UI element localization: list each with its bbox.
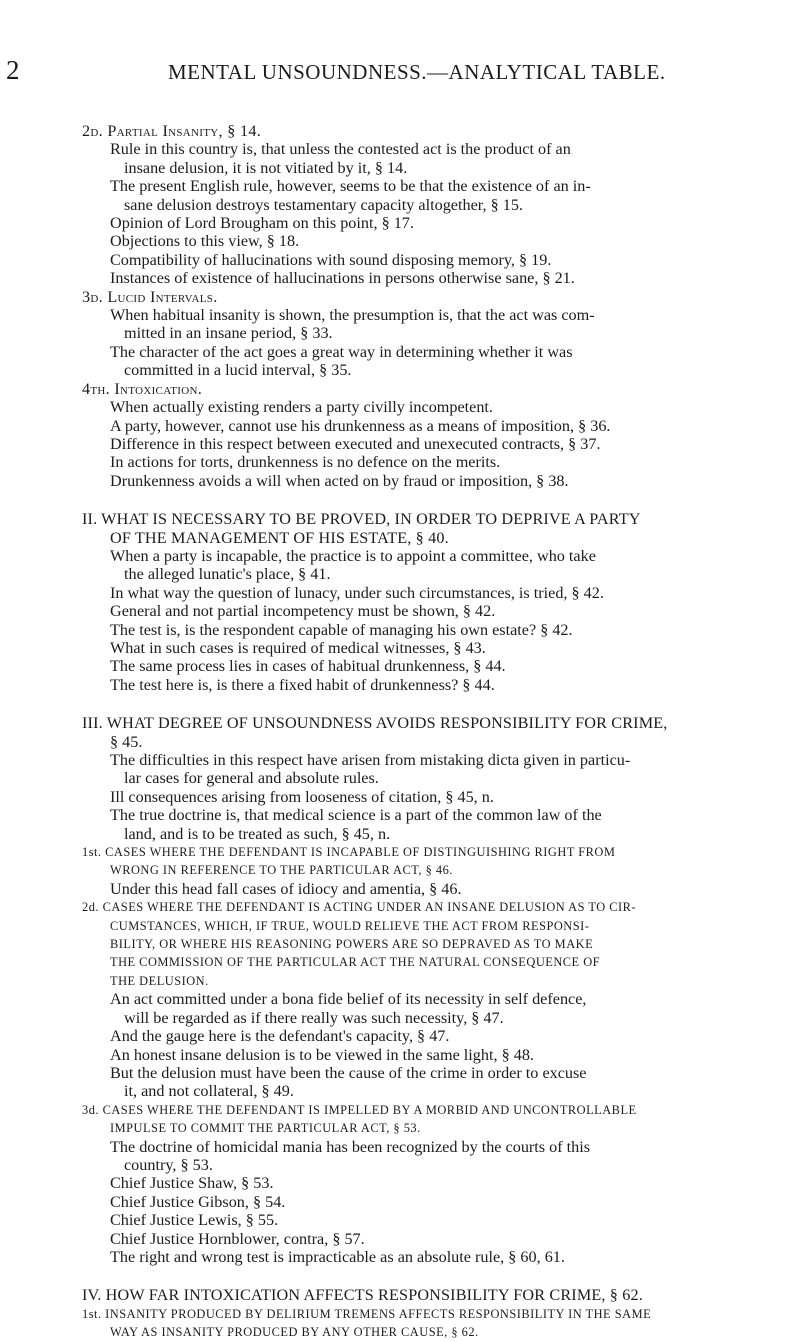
table-line: Chief Justice Shaw, § 53. <box>110 1174 274 1193</box>
table-line: Objections to this view, § 18. <box>110 232 300 251</box>
table-line: An honest insane delusion is to be viewed in the same light, § 48. <box>110 1045 534 1064</box>
table-line: The difficulties in this respect have arisen from mistaking dicta given in particu- <box>110 751 631 769</box>
table-line: But the delusion must have been the cause of the crime in order to excuse <box>110 1063 587 1082</box>
table-line: A party, however, cannot use his drunkenness as a means of imposition, § 36. <box>110 416 611 435</box>
table-line: Chief Justice Lewis, § 55. <box>110 1211 279 1230</box>
table-line: country, § 53. <box>124 1155 213 1174</box>
table-line: The character of the act goes a great way in determining whether it was <box>110 342 573 361</box>
table-line: land, and is to be treated as such, § 45, n. <box>124 824 391 843</box>
table-line: When a party is incapable, the practice is to appoint a committee, who take <box>110 546 596 565</box>
page-header <box>0 52 800 92</box>
table-line: 2d. CASES WHERE THE DEFENDANT IS ACTING UNDER AN INSANE DELUSION AS TO CIR- <box>82 900 637 915</box>
table-line: will be regarded as if there really was such necessity, § 47. <box>124 1008 504 1027</box>
table-line: WRONG IN REFERENCE TO THE PARTICULAR ACT, § 46. <box>110 863 453 878</box>
table-line: Chief Justice Gibson, § 54. <box>110 1192 286 1211</box>
table-line: insane delusion, it is not vitiated by it, § 14. <box>124 158 408 177</box>
table-line: lar cases for general and absolute rules. <box>124 769 379 788</box>
table-line: THE DELUSION. <box>110 973 209 988</box>
table-line: 3d. CASES WHERE THE DEFENDANT IS IMPELLED BY A MORBID AND UNCONTROLLABLE <box>82 1102 637 1117</box>
table-line: IV. HOW FAR INTOXICATION AFFECTS RESPONSIBILITY FOR CRIME, § 62. <box>82 1286 643 1305</box>
table-line: Under this head fall cases of idiocy and amentia, § 46. <box>110 879 462 898</box>
table-line: II. WHAT IS NECESSARY TO BE PROVED, IN ORDER TO DEPRIVE A PARTY <box>82 510 641 529</box>
table-line: And the gauge here is the defendant's capacity, § 47. <box>110 1027 450 1046</box>
table-line: Rule in this country is, that unless the contested act is the product of an <box>110 140 571 159</box>
analytical-table <box>66 122 766 1342</box>
table-line: it, and not collateral, § 49. <box>124 1082 294 1101</box>
table-line: An act committed under a bona fide belief of its necessity in self defence, <box>110 990 587 1009</box>
page-number: 2 <box>6 55 20 85</box>
running-title: MENTAL UNSOUNDNESS.—ANALYTICAL TABLE. <box>168 60 666 84</box>
table-line: 4th. Intoxication. <box>82 379 203 398</box>
table-line: What in such cases is required of medical witnesses, § 43. <box>110 638 486 657</box>
table-line: The same process lies in cases of habitual drunkenness, § 44. <box>110 657 506 676</box>
table-line: The test is, is the respondent capable of managing his own estate? § 42. <box>110 620 573 639</box>
table-line: General and not partial incompetency must be shown, § 42. <box>110 602 496 621</box>
table-line: The test here is, is there a fixed habit of drunkenness? § 44. <box>110 675 495 694</box>
table-line: When actually existing renders a party civilly incompetent. <box>110 398 493 417</box>
table-line: IMPULSE TO COMMIT THE PARTICULAR ACT, § 53. <box>110 1121 421 1136</box>
table-line: Compatibility of hallucinations with sound disposing memory, § 19. <box>110 250 552 269</box>
table-line: OF THE MANAGEMENT OF HIS ESTATE, § 40. <box>110 528 449 547</box>
table-line: 1st. INSANITY PRODUCED BY DELIRIUM TREMENS AFFECTS RESPONSIBILITY IN THE SAME <box>82 1306 652 1321</box>
table-line: The doctrine of homicidal mania has been recognized by the courts of this <box>110 1137 591 1156</box>
table-line: committed in a lucid interval, § 35. <box>124 361 352 380</box>
table-line: The right and wrong test is impracticable as an absolute rule, § 60, 61. <box>110 1247 565 1266</box>
table-line: Instances of existence of hallucinations in persons otherwise sane, § 21. <box>110 269 575 288</box>
table-line: THE COMMISSION OF THE PARTICULAR ACT THE NATURAL CONSEQUENCE OF <box>110 955 601 970</box>
table-line: BILITY, OR WHERE HIS REASONING POWERS ARE SO DEPRAVED AS TO MAKE <box>110 937 594 952</box>
table-line: the alleged lunatic's place, § 41. <box>124 565 331 584</box>
table-line: sane delusion destroys testamentary capacity altogether, § 15. <box>124 195 523 214</box>
table-line: 2d. Partial Insanity, § 14. <box>82 122 262 140</box>
table-line: In what way the question of lunacy, under such circumstances, is tried, § 42. <box>110 583 604 602</box>
table-line: 1st. CASES WHERE THE DEFENDANT IS INCAPABLE OF DISTINGUISHING RIGHT FROM <box>82 845 616 860</box>
table-line: Ill consequences arising from looseness of citation, § 45, n. <box>110 787 494 806</box>
table-line: § 45. <box>110 732 143 751</box>
table-line: Opinion of Lord Brougham on this point, § 17. <box>110 214 414 233</box>
table-line: 3d. Lucid Intervals. <box>82 287 218 306</box>
table-line: mitted in an insane period, § 33. <box>124 324 333 343</box>
table-line: CUMSTANCES, WHICH, IF TRUE, WOULD RELIEVE THE ACT FROM RESPONSI- <box>110 918 590 933</box>
table-line: Drunkenness avoids a will when acted on by fraud or imposition, § 38. <box>110 471 569 490</box>
table-line: III. WHAT DEGREE OF UNSOUNDNESS AVOIDS RESPONSIBILITY FOR CRIME, <box>82 714 668 733</box>
table-line: The true doctrine is, that medical science is a part of the common law of the <box>110 806 602 825</box>
table-line: Chief Justice Hornblower, contra, § 57. <box>110 1229 365 1248</box>
table-line: When habitual insanity is shown, the presumption is, that the act was com- <box>110 306 595 325</box>
table-line: Difference in this respect between executed and unexecuted contracts, § 37. <box>110 434 601 453</box>
table-line: The present English rule, however, seems to be that the existence of an in- <box>110 177 591 196</box>
table-line: WAY AS INSANITY PRODUCED BY ANY OTHER CAUSE, § 62. <box>110 1325 479 1340</box>
table-line: In actions for torts, drunkenness is no defence on the merits. <box>110 453 501 472</box>
